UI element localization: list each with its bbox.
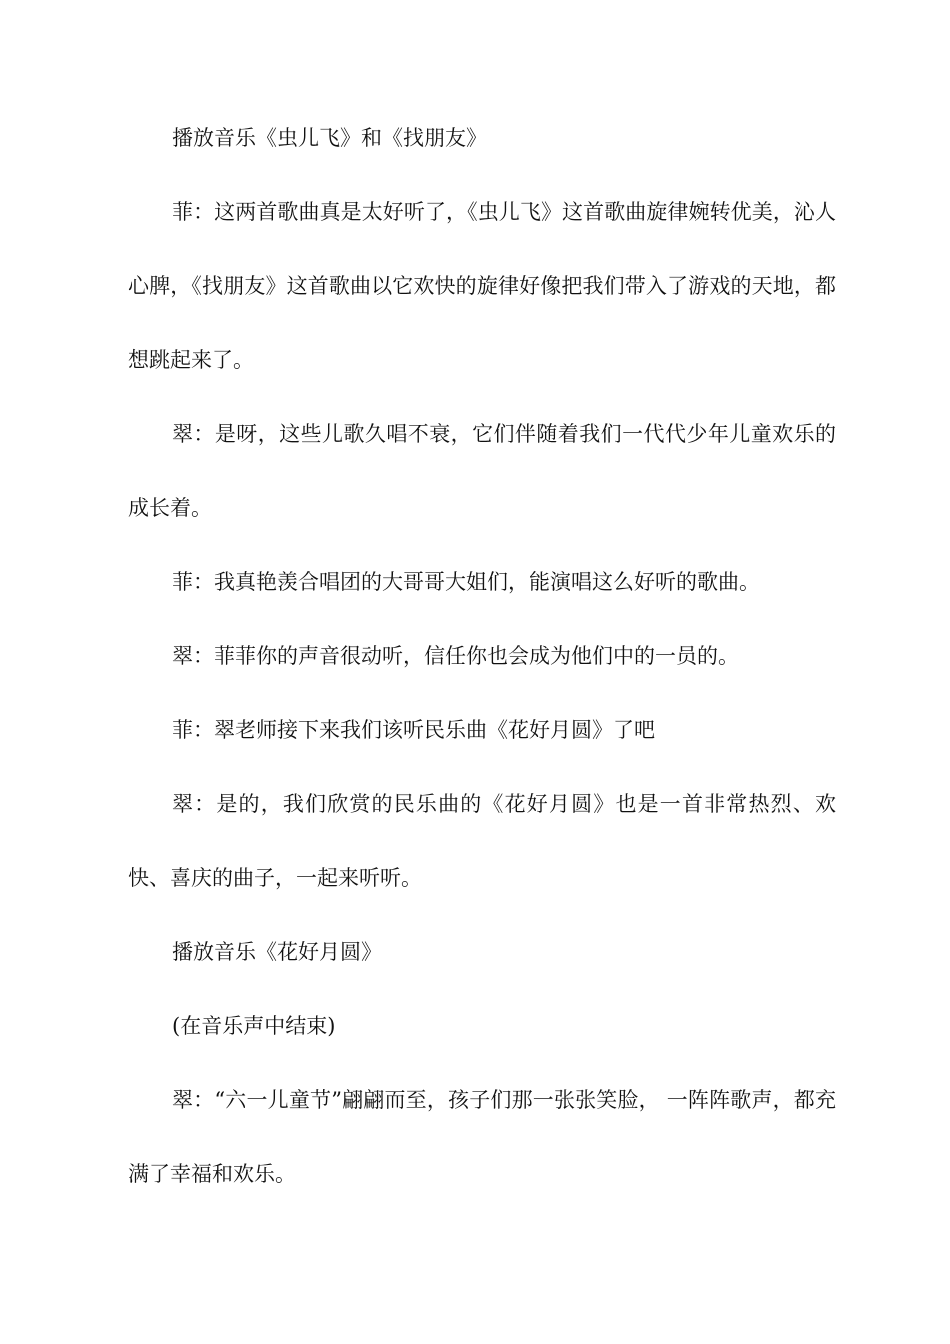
paragraph-7: 翠：是的，我们欣赏的民乐曲的《花好月圆》也是一首非常热烈、欢快、喜庆的曲子，一起来听听。 xyxy=(128,792,836,890)
paragraph-3: 翠：是呀，这些儿歌久唱不衰，它们伴随着我们一代代少年儿童欢乐的成长着。 xyxy=(128,422,836,520)
paragraph-6: 菲：翠老师接下来我们该听民乐曲《花好月圆》了吧 xyxy=(172,718,655,742)
paragraph-9: (在音乐声中结束) xyxy=(172,1014,336,1038)
paragraph-10: 翠：“六一儿童节”翩翩而至，孩子们那一张张笑脸， 一阵阵歌声，都充满了幸福和欢乐。 xyxy=(128,1088,836,1186)
document-body xyxy=(128,114,836,1198)
paragraph-1: 播放音乐《虫儿飞》和《找朋友》 xyxy=(172,126,487,150)
paragraph-2: 菲：这两首歌曲真是太好听了，《虫儿飞》这首歌曲旋律婉转优美，沁人心脾，《找朋友》这首歌曲以它欢快的旋律好像把我们带入了游戏的天地，都想跳起来了。 xyxy=(128,200,836,372)
paragraph-8: 播放音乐《花好月圆》 xyxy=(172,940,382,964)
paragraph-4: 菲：我真艳羡合唱团的大哥哥大姐们，能演唱这么好听的歌曲。 xyxy=(172,570,760,594)
paragraph-5: 翠：菲菲你的声音很动听，信任你也会成为他们中的一员的。 xyxy=(172,644,739,668)
